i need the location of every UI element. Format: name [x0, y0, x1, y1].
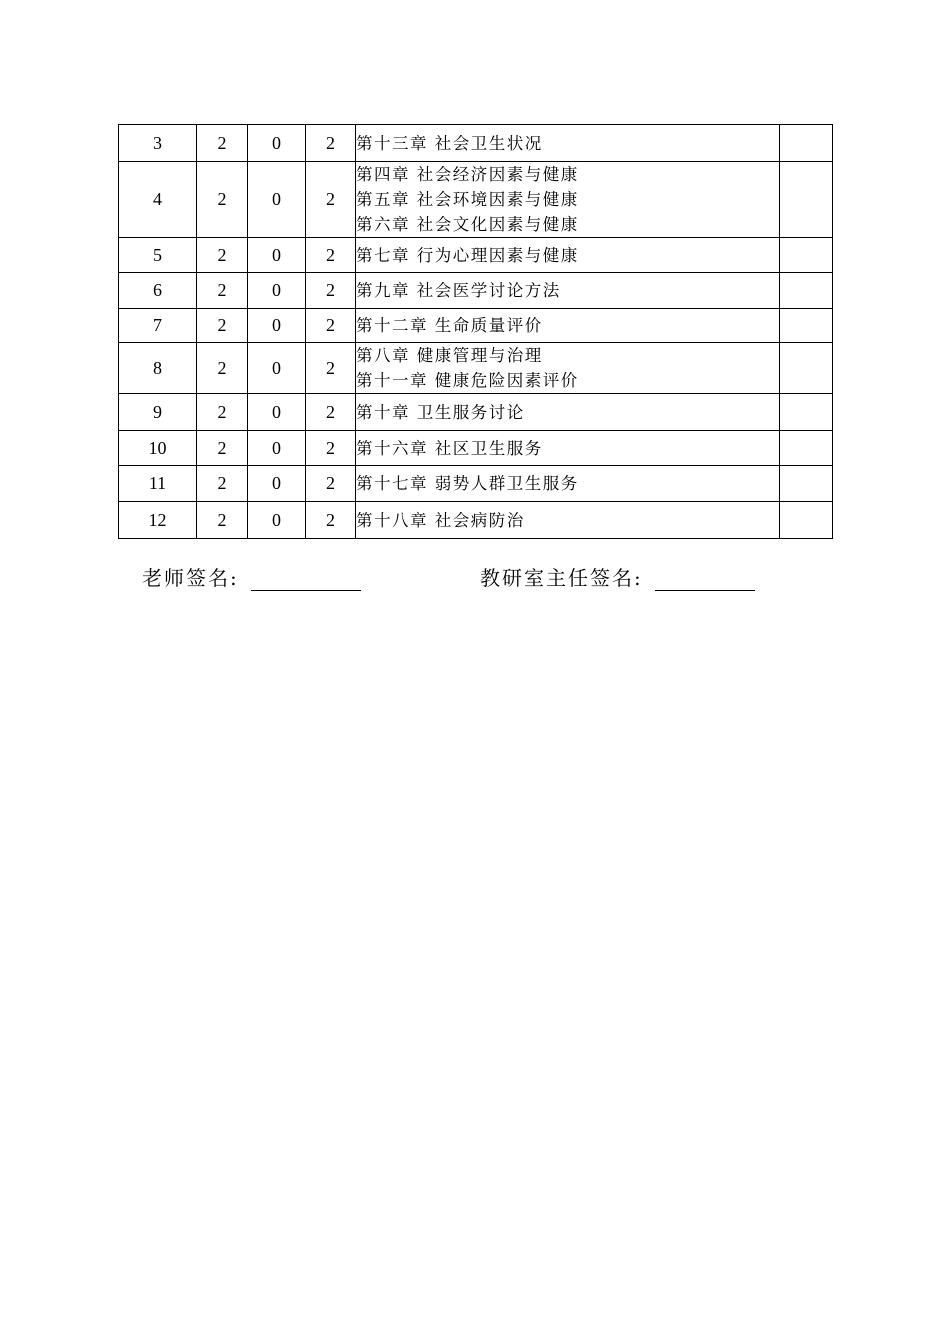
cell-content: [356, 431, 780, 466]
schedule-table-body: [119, 125, 833, 539]
cell-a: 2: [197, 238, 248, 273]
cell-week: 6: [119, 273, 197, 309]
cell-week: 8: [119, 343, 197, 394]
cell-a: 2: [197, 502, 248, 539]
cell-c: 2: [306, 125, 356, 162]
cell-note: [780, 273, 833, 309]
chapter-line: 第十章 卫生服务讨论: [356, 402, 525, 422]
cell-note: [780, 238, 833, 273]
cell-b: 0: [248, 125, 306, 162]
chapter-line: 第四章 社会经济因素与健康: [356, 165, 579, 184]
cell-content: [356, 238, 780, 273]
teacher-signature-label: 老师签名:: [142, 566, 239, 590]
cell-content: [356, 343, 780, 394]
director-signature: [480, 562, 755, 591]
cell-c: 2: [306, 343, 356, 394]
table-row: [119, 238, 833, 273]
table-row: [119, 431, 833, 466]
cell-content: [356, 125, 780, 162]
chapter-line: 第十八章 社会病防治: [356, 510, 525, 530]
cell-week: 12: [119, 502, 197, 539]
cell-note: [780, 394, 833, 431]
chapter-line: 第八章 健康管理与治理: [356, 346, 543, 365]
cell-c: 2: [306, 394, 356, 431]
cell-note: [780, 125, 833, 162]
table-row: [119, 273, 833, 309]
cell-note: [780, 309, 833, 343]
cell-b: 0: [248, 502, 306, 539]
cell-c: 2: [306, 309, 356, 343]
cell-week: 3: [119, 125, 197, 162]
chapter-line: 第五章 社会环境因素与健康: [356, 190, 579, 209]
table-row: [119, 125, 833, 162]
cell-week: 7: [119, 309, 197, 343]
table-row: [119, 162, 833, 238]
cell-b: 0: [248, 273, 306, 309]
cell-week: 9: [119, 394, 197, 431]
chapter-line: 第九章 社会医学讨论方法: [356, 281, 561, 300]
teacher-signature: [142, 562, 361, 591]
cell-content: [356, 466, 780, 502]
cell-a: 2: [197, 466, 248, 502]
cell-content: [356, 394, 780, 431]
cell-a: 2: [197, 162, 248, 238]
cell-content: [356, 502, 780, 539]
cell-b: 0: [248, 162, 306, 238]
cell-note: [780, 162, 833, 238]
cell-week: 4: [119, 162, 197, 238]
cell-content: [356, 162, 780, 238]
cell-a: 2: [197, 394, 248, 431]
table-row: [119, 394, 833, 431]
cell-week: 5: [119, 238, 197, 273]
chapter-line: 第七章 行为心理因素与健康: [356, 245, 579, 265]
cell-note: [780, 343, 833, 394]
signature-area: [0, 562, 950, 594]
cell-b: 0: [248, 238, 306, 273]
table-row: [119, 466, 833, 502]
table-row: [119, 343, 833, 394]
cell-note: [780, 431, 833, 466]
chapter-line: 第六章 社会文化因素与健康: [356, 215, 579, 234]
cell-b: 0: [248, 309, 306, 343]
chapter-line: 第十六章 社区卫生服务: [356, 438, 543, 458]
cell-a: 2: [197, 125, 248, 162]
chapter-line: 第十三章 社会卫生状况: [356, 133, 543, 153]
cell-a: 2: [197, 309, 248, 343]
cell-a: 2: [197, 273, 248, 309]
table-row: [119, 502, 833, 539]
director-signature-line: [655, 568, 755, 591]
cell-a: 2: [197, 431, 248, 466]
chapter-line: 第十七章 弱势人群卫生服务: [356, 474, 579, 493]
cell-week: 10: [119, 431, 197, 466]
cell-c: 2: [306, 466, 356, 502]
cell-c: 2: [306, 502, 356, 539]
director-signature-label: 教研室主任签名:: [480, 566, 643, 590]
chapter-line: 第十二章 生命质量评价: [356, 316, 543, 335]
cell-c: 2: [306, 162, 356, 238]
cell-week: 11: [119, 466, 197, 502]
cell-note: [780, 502, 833, 539]
cell-a: 2: [197, 343, 248, 394]
cell-b: 0: [248, 431, 306, 466]
schedule-table: [118, 124, 833, 539]
cell-content: [356, 273, 780, 309]
cell-c: 2: [306, 238, 356, 273]
teacher-signature-line: [251, 568, 361, 591]
cell-b: 0: [248, 394, 306, 431]
cell-note: [780, 466, 833, 502]
cell-b: 0: [248, 343, 306, 394]
chapter-line: 第十一章 健康危险因素评价: [356, 371, 579, 390]
cell-content: [356, 309, 780, 343]
table-row: [119, 309, 833, 343]
cell-b: 0: [248, 466, 306, 502]
cell-c: 2: [306, 431, 356, 466]
cell-c: 2: [306, 273, 356, 309]
